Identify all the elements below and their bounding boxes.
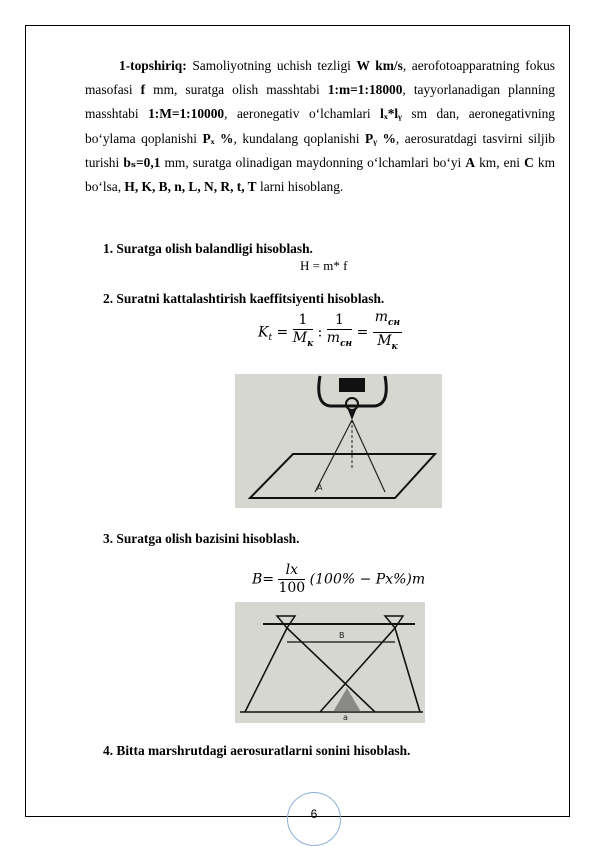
overlap-diagram-drawing (235, 602, 425, 723)
step-1-heading: 1. Suratga olish balandligi hisoblash. (103, 241, 313, 256)
step-4-heading: 4. Bitta marshrutdagi aerosuratlarni sonini hisoblash. (103, 743, 411, 758)
svg-text:A: A (317, 483, 323, 492)
camera-projection-figure (235, 374, 442, 508)
formula-enlargement: $K_t$ = $\frac{1}{M_к}$ : $\frac{1}{m_{сн}}$ = $\frac{m_{сн}}{M_к}$ (258, 309, 401, 352)
page-number: 6 (310, 807, 318, 821)
svg-text:B: B (339, 631, 345, 640)
camera-projection-drawing (235, 374, 442, 508)
overlap-diagram-figure (235, 602, 425, 723)
formula-height: H = m* f (300, 258, 348, 273)
step-2-heading: 2. Suratni kattalashtirish kaeffitsiyenti hisoblash. (103, 291, 385, 306)
task-paragraph: 1-topshiriq: Samoliyotning uchish tezligi W km/s, aerofotoapparatning fokus masofasi f mm, suratga olish masshtabi 1:m=1:18000, tayyorlanadigan planning masshtabi 1:M=1:10000, aeronegativ o‘lchamlari lₓ*lᵧ sm dan, aeronegativning bo‘ylama qoplanishi Pₓ %, kundalang qoplanishi Pᵧ %, aerosuratdagi tasvirni siljib turishi bₛ=0,1 mm, suratga olinadigan maydonning o‘lchamlari bo‘yi A km, eni C km bo‘lsa, H, K, B, n, L, N, R, t, T larni hisoblang. (85, 58, 555, 195)
step-3-heading: 3. Suratga olish bazisini hisoblash. (103, 531, 300, 546)
svg-text:a: a (343, 713, 348, 722)
task-label: 1-topshiriq: (119, 58, 187, 73)
formula-basis: B= $\frac{lx}{100}$ (100% − Px%)m (252, 562, 426, 596)
